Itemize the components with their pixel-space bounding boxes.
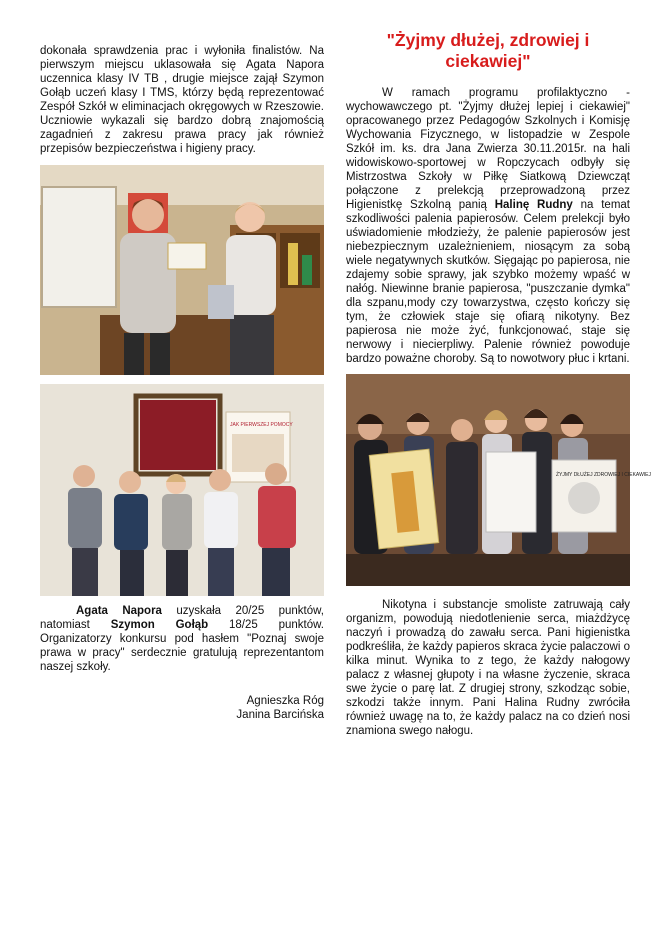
article-paragraph-2: Nikotyna i substancje smoliste zatruwają cały organizm, powodują niedotlenienie serca, miażdżycę naczyń i prowadzą do zawału serca. Pani higienistka podkreśliła, że każdy papieros skraca życie palaczowi o kilka minut. Wynika to z tego, że każdy nałogowy palacz z własnej głupoty i na własne życzenie, skraca swe życie o parę lat. Z drugiej strony, szkodząc sobie, szkodzi także innym. Pani Halina Rudny zwróciła również uwagę na to, że każdy palacz na co dzień nosi znamiona swego nałogu. xyxy=(346,599,630,737)
author-2: Janina Barcińska xyxy=(236,709,324,721)
author-1: Agnieszka Róg xyxy=(246,695,324,707)
article-paragraph-1: W ramach programu profilaktyczno - wychowawczego pt. "Żyjmy dłużej lepiej i ciekawiej" opracowanego przez Pedagogów Szkolnych i Komisję Wychowania Fizycznego, w listopadzie w Zespole Szkół im. ks. dra Jana Zwierza 30.11.2015r. na hali widowiskowo-sportowej w Ropczycach odbyły się Mistrzostwa Szkoły w Piłkę Siatkową Dziewcząt połączone z prelekcją przeprowadzoną przez Higienistkę Szkolną panią Halinę Rudny na temat szkodliwości palenia papierosów. Celem prelekcji było uświadomienie młodzieży, że palenie papierosów jest niebezpiecznym uzależnieniem, niosącym za sobą wiele negatywnych skutków. Sięgając po papierosa, nie zdajemy sobie sprawy, jak szybko możemy wpaść w nałóg. Niewinne branie papierosa, "puszczanie dymka" dla szpanu,mody czy towarzystwa, często kończy się tym, że człowiek staje się ofiarą nikotyny. Bez papierosa nie może żyć, funkcjonować, staje się nerwowy i niecierpliwy. Palenie również powoduje bardzo poważne choroby. Są to nowotwory płuc i krtani. xyxy=(346,87,630,365)
poster-caption: JAK PIERWSZEJ POMOCY xyxy=(230,422,293,428)
posters-photo xyxy=(346,374,652,586)
intro-paragraph: dokonała sprawdzenia prac i wyłoniła finalistów. Na pierwszym miejscu uklasowała się Agata Napora uczennica klasy IV TB , drugie miejsce zajął Szymon Gołąb uczeń klasy I TMS, którzy będą reprezentować Zespół Szkół w eliminacjach okręgowych w Rzeszowie. Uczniowie wykazali się bardzo dobrą znajomością zagadnień z zakresu prawa pracy jak również przepisów bezpieczeństwa i higieny pracy. xyxy=(40,45,324,155)
result-paragraph: Agata Napora uzyskała 20/25 punktów, natomiast Szymon Gołąb 18/25 punktów. Organizatorzy konkursu pod hasłem "Poznaj swoje prawa w pracy" serdecznie gratulują reprezentantom naszej szkoły. xyxy=(40,605,324,673)
award-photo xyxy=(40,165,324,375)
students-photo xyxy=(40,384,324,596)
hygienist-name: Halinę Rudny xyxy=(494,199,573,211)
left-column xyxy=(40,44,324,722)
runner-up-name: Szymon Gołąb xyxy=(110,619,209,631)
poster-text: ŻYJMY DŁUŻEJ ZDROWIEJ I CIEKAWIEJ xyxy=(556,472,652,478)
signature xyxy=(40,694,324,722)
right-column xyxy=(346,30,652,738)
winner-name: Agata Napora xyxy=(76,605,162,617)
article-title: "Żyjmy dłużej, zdrowiej i ciekawiej" xyxy=(386,30,590,71)
